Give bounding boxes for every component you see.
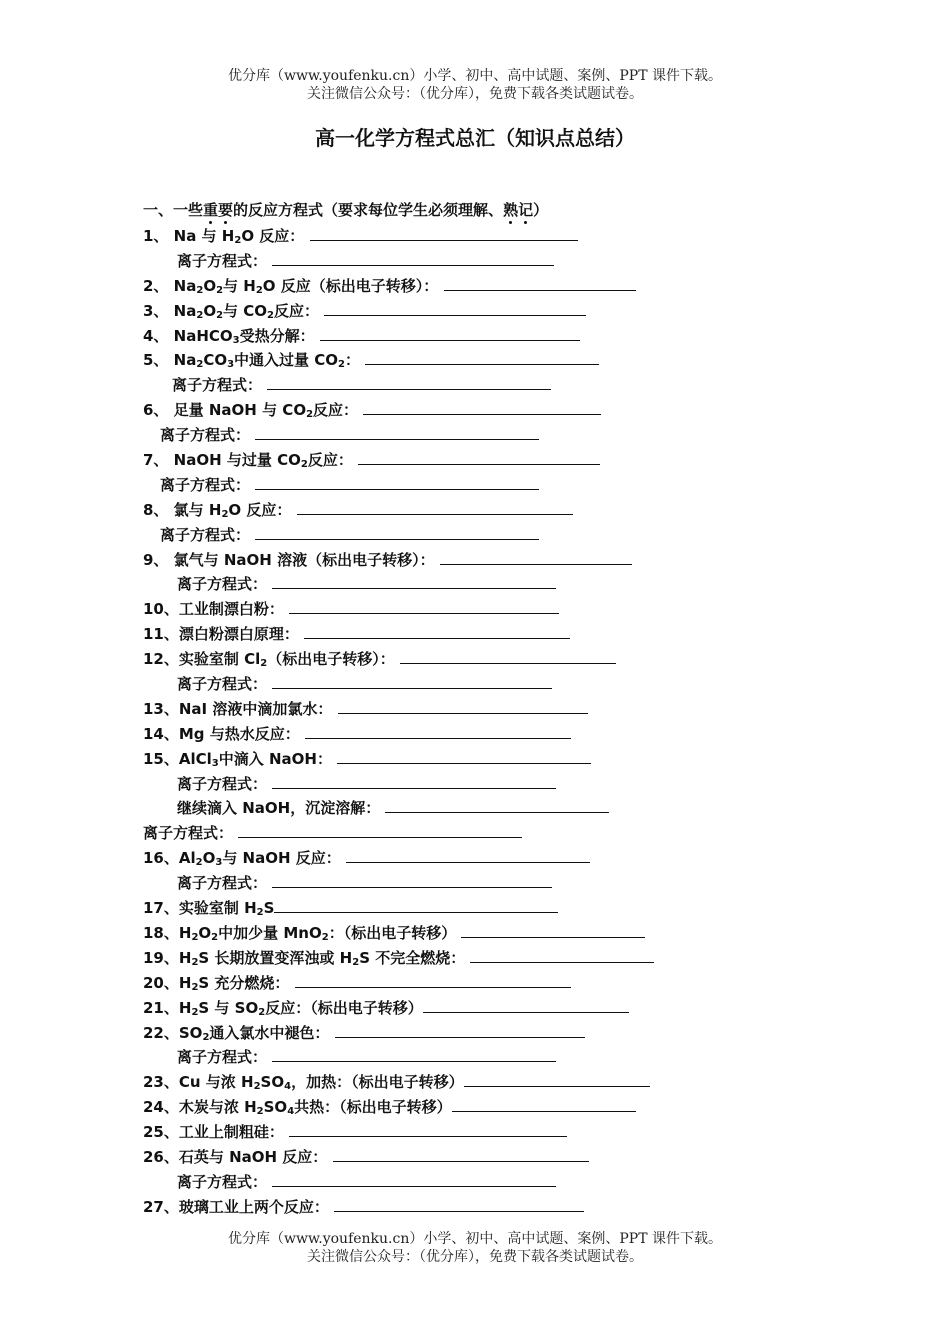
subscript: 2: [321, 931, 329, 943]
answer-blank[interactable]: [272, 772, 556, 789]
question-15: [0, 747, 950, 772]
question-text: 22、SO: [143, 1023, 203, 1042]
question-text: 与 CO: [223, 301, 268, 320]
subscript: 2: [267, 309, 274, 321]
subscript: 2: [258, 1006, 266, 1018]
question-text: 5、 Na: [143, 351, 197, 370]
subscript: 4: [287, 1106, 295, 1118]
answer-blank[interactable]: [255, 423, 539, 440]
answer-blank[interactable]: [333, 1145, 589, 1162]
answer-blank[interactable]: [272, 1170, 556, 1187]
question-text: 9、 氯气与 NaOH 溶液（标出电子转移）：: [143, 550, 435, 569]
question-12-ion: [0, 672, 950, 697]
question-text: 11、漂白粉漂白原理：: [143, 625, 299, 644]
subscript: 2: [211, 931, 219, 943]
answer-blank[interactable]: [310, 224, 578, 241]
subscript: 2: [202, 1031, 210, 1043]
question-13: [0, 697, 950, 722]
question-24: [0, 1095, 950, 1120]
question-text: 离子方程式：: [177, 675, 268, 694]
subscript: 2: [191, 931, 199, 943]
emphasis-char: 熟: [503, 201, 519, 219]
question-text: 19、H: [143, 948, 192, 967]
question-text: 共热：（标出电子转移）: [294, 1098, 452, 1117]
question-6-ion: [0, 423, 950, 448]
question-text: 离子方程式：: [177, 774, 268, 793]
subscript: 2: [306, 409, 314, 421]
question-text: 离子方程式：: [177, 1172, 268, 1191]
emphasis-char: 重: [203, 201, 219, 219]
answer-blank[interactable]: [444, 274, 636, 291]
question-12: [0, 647, 950, 672]
answer-blank[interactable]: [297, 498, 573, 515]
question-text: 13、NaI 溶液中滴加氯水：: [143, 699, 333, 718]
question-text: 离子方程式：: [172, 376, 263, 395]
subscript: 2: [234, 235, 242, 246]
subscript: 2: [191, 956, 199, 968]
subscript: 2: [253, 1081, 261, 1093]
subscript: 3: [211, 757, 219, 769]
question-text: 23、Cu 与浓 H: [143, 1073, 254, 1092]
heading-text: ）: [533, 201, 549, 219]
question-text: 20、H: [143, 973, 192, 992]
question-text: 反应：: [274, 301, 320, 320]
question-22: [0, 1021, 950, 1046]
answer-blank[interactable]: [272, 249, 554, 266]
question-8-ion: [0, 523, 950, 548]
header-line-2: 关注微信公众号：（优分库），免费下载各类试题试卷。: [307, 86, 643, 102]
question-text: SO: [263, 1098, 288, 1117]
question-text: 反应：: [313, 401, 359, 420]
question-text: 24、木炭与浓 H: [143, 1098, 257, 1117]
question-text: 反应：（标出电子转移）: [265, 998, 423, 1017]
question-text: 21、H: [143, 998, 192, 1017]
subscript: 2: [216, 309, 224, 321]
answer-blank[interactable]: [305, 722, 571, 739]
question-text: O: [203, 301, 217, 320]
emphasis-char: 要: [218, 201, 234, 219]
subscript: 2: [216, 284, 224, 296]
question-16: [0, 846, 950, 871]
subscript: 2: [260, 658, 268, 670]
question-1-ion: [0, 249, 950, 274]
subscript: 2: [338, 359, 345, 371]
question-text: S 长期放置变浑浊或 H: [198, 948, 353, 967]
question-15-continue: [0, 796, 950, 821]
section-heading: [143, 199, 548, 220]
question-21: [0, 996, 950, 1021]
header-line-1: 优分库（www.youfenku.cn）小学、初中、高中试题、案例、PPT 课件下载。: [227, 68, 722, 84]
question-text: O: [202, 849, 216, 868]
question-14: [0, 722, 950, 747]
question-text: O 反应：: [241, 227, 305, 245]
question-15-ion: [0, 772, 950, 797]
question-9-ion: [0, 572, 950, 597]
question-1: [0, 224, 950, 249]
question-text: O: [203, 276, 217, 295]
answer-blank[interactable]: [452, 1095, 636, 1112]
answer-blank[interactable]: [274, 896, 558, 913]
answer-blank[interactable]: [363, 398, 601, 415]
question-27: [0, 1195, 950, 1220]
question-text: 通入氯水中褪色：: [209, 1023, 330, 1042]
question-5: [0, 348, 950, 373]
subscript: 2: [256, 907, 264, 919]
answer-blank[interactable]: [295, 971, 571, 988]
answer-blank[interactable]: [320, 324, 580, 341]
question-10: [0, 597, 950, 622]
question-text: 8、 氯与 H: [143, 500, 222, 519]
heading-text: 的反应方程式（要求每位学生必须理解、: [233, 201, 504, 219]
subscript: 2: [196, 359, 204, 371]
subscript: 2: [352, 956, 360, 968]
question-text: S 不完全燃烧：: [359, 948, 466, 967]
answer-blank[interactable]: [324, 299, 586, 316]
question-text: CO: [203, 351, 228, 370]
question-list: [0, 224, 950, 1220]
question-text: 离子方程式：: [177, 874, 268, 893]
subscript: 3: [227, 359, 235, 371]
question-23: [0, 1070, 950, 1095]
answer-blank[interactable]: [255, 523, 539, 540]
emphasis-char: 记: [518, 201, 534, 219]
answer-blank[interactable]: [335, 1021, 585, 1038]
question-text: 离子方程式：: [177, 575, 268, 594]
question-text: 15、AlCl: [143, 749, 212, 768]
subscript: 2: [196, 284, 204, 296]
answer-blank[interactable]: [338, 697, 588, 714]
answer-blank[interactable]: [337, 747, 591, 764]
question-text: 26、石英与 NaOH 反应：: [143, 1147, 328, 1166]
subscript: 2: [196, 309, 204, 321]
subscript: 2: [191, 1006, 199, 1018]
question-26-ion: [0, 1170, 950, 1195]
answer-blank[interactable]: [461, 921, 645, 938]
question-text: 离子方程式：: [160, 525, 251, 544]
answer-blank[interactable]: [272, 572, 556, 589]
question-25: [0, 1120, 950, 1145]
answer-blank[interactable]: [304, 622, 570, 639]
question-text: O 反应（标出电子转移）：: [262, 276, 439, 295]
question-26: [0, 1145, 950, 1170]
question-text: 离子方程式：: [160, 426, 251, 445]
question-text: 3、 Na: [143, 301, 197, 320]
question-text: 中滴入 NaOH：: [218, 749, 332, 768]
question-9: [0, 548, 950, 573]
question-text: 中加少量 MnO: [218, 923, 322, 942]
answer-blank[interactable]: [289, 597, 559, 614]
question-text: 17、实验室制 H: [143, 899, 257, 918]
question-16-ion: [0, 871, 950, 896]
answer-blank[interactable]: [423, 996, 629, 1013]
question-18: [0, 921, 950, 946]
answer-blank[interactable]: [440, 548, 632, 565]
subscript: 4: [284, 1081, 292, 1093]
question-text: S 与 SO: [198, 998, 259, 1017]
question-text: 16、Al: [143, 849, 196, 868]
answer-blank[interactable]: [385, 796, 609, 813]
question-text: 与 NaOH 反应：: [222, 849, 341, 868]
answer-blank[interactable]: [346, 846, 590, 863]
question-text: 离子方程式：: [177, 251, 268, 270]
question-8: [0, 498, 950, 523]
subscript: 2: [195, 857, 203, 869]
question-20: [0, 971, 950, 996]
subscript: 2: [256, 1106, 264, 1118]
question-text: 2、 Na: [143, 276, 197, 295]
question-text: S 充分燃烧：: [198, 973, 290, 992]
question-text: 离子方程式：: [177, 1048, 268, 1067]
question-text: O 反应：: [228, 500, 292, 519]
question-text: 12、实验室制 Cl: [143, 650, 261, 669]
page-footer: [0, 1230, 950, 1266]
question-text: 1、 Na 与 H: [143, 227, 235, 245]
question-text: 7、 NaOH 与过量 CO: [143, 451, 301, 470]
question-text: 25、工业上制粗硅：: [143, 1123, 284, 1142]
page-header: [0, 67, 950, 103]
footer-line-2: 关注微信公众号：（优分库），免费下载各类试题试卷。: [307, 1249, 643, 1265]
question-text: 18、H: [143, 923, 192, 942]
question-text: 27、玻璃工业上两个反应：: [143, 1197, 329, 1216]
answer-blank[interactable]: [365, 348, 599, 365]
answer-blank[interactable]: [358, 448, 600, 465]
answer-blank[interactable]: [400, 647, 616, 664]
question-text: 离子方程式：: [143, 824, 234, 843]
question-text: 继续滴入 NaOH，沉淀溶解：: [177, 799, 381, 818]
question-3: [0, 299, 950, 324]
heading-text: 一、一些: [143, 201, 204, 219]
question-text: （标出电子转移）：: [267, 650, 395, 669]
question-5-ion: [0, 373, 950, 398]
answer-blank[interactable]: [267, 373, 551, 390]
answer-blank[interactable]: [470, 946, 654, 963]
question-text: O: [198, 923, 212, 942]
subscript: 2: [255, 284, 263, 296]
answer-blank[interactable]: [255, 473, 539, 490]
question-7-ion: [0, 473, 950, 498]
question-text: 与 H: [223, 276, 256, 295]
question-7: [0, 448, 950, 473]
question-2: [0, 274, 950, 299]
page-title: 高一化学方程式总汇（知识点总结）: [315, 126, 635, 150]
subscript: 3: [232, 334, 240, 346]
answer-blank[interactable]: [289, 1120, 567, 1137]
subscript: 2: [191, 981, 199, 993]
question-17: [0, 896, 950, 921]
answer-blank[interactable]: [272, 672, 552, 689]
question-text: 14、Mg 与热水反应：: [143, 724, 300, 743]
answer-blank[interactable]: [334, 1195, 584, 1212]
question-text: 10、工业制漂白粉：: [143, 600, 284, 619]
question-text: ：: [345, 351, 361, 370]
footer-line-1: 优分库（www.youfenku.cn）小学、初中、高中试题、案例、PPT 课件下载。: [227, 1231, 722, 1247]
question-text: 离子方程式：: [160, 475, 251, 494]
question-text: 6、 足量 NaOH 与 CO: [143, 401, 307, 420]
question-6: [0, 398, 950, 423]
question-15-ion-2: [0, 821, 950, 846]
question-text: ：（标出电子转移）: [328, 923, 457, 942]
question-11: [0, 622, 950, 647]
question-text: 反应：: [307, 451, 353, 470]
question-text: SO: [260, 1073, 285, 1092]
subscript: 2: [221, 508, 229, 520]
subscript: 3: [215, 857, 223, 869]
answer-blank[interactable]: [464, 1070, 650, 1087]
question-4: [0, 324, 950, 349]
question-text: S: [263, 899, 275, 918]
question-19: [0, 946, 950, 971]
answer-blank[interactable]: [272, 871, 552, 888]
question-text: 中通入过量 CO: [234, 351, 339, 370]
question-text: 受热分解：: [239, 326, 315, 345]
question-22-ion: [0, 1045, 950, 1070]
answer-blank[interactable]: [272, 1045, 556, 1062]
subscript: 2: [300, 459, 308, 471]
answer-blank[interactable]: [238, 821, 522, 838]
question-text: ，加热：（标出电子转移）: [291, 1073, 464, 1092]
question-text: 4、 NaHCO: [143, 326, 233, 345]
